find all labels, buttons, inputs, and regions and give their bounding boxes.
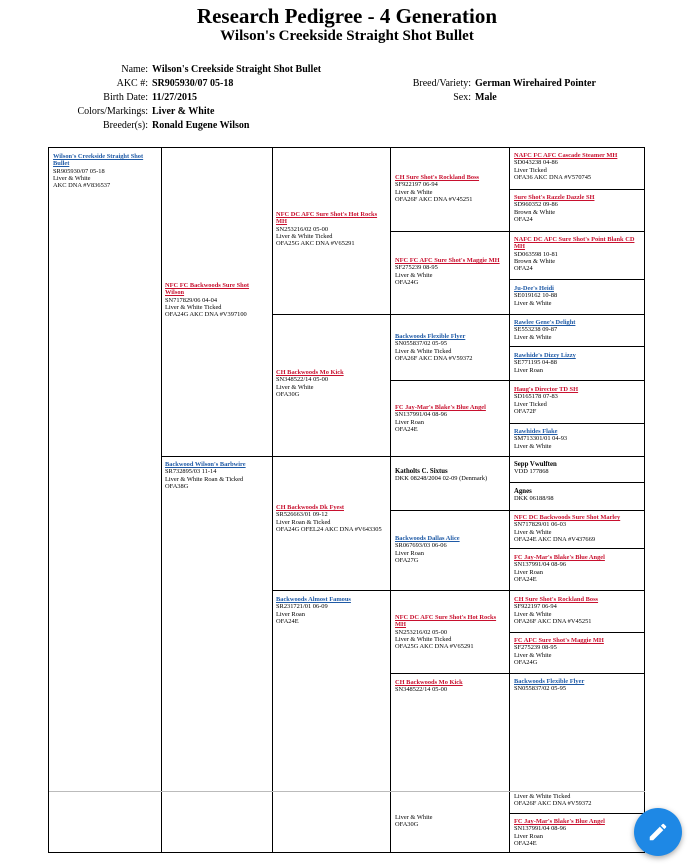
ancestor-reg: SN055837/02 05-95	[395, 340, 448, 348]
ancestor-color: Liver & White	[395, 271, 433, 279]
ancestor-name[interactable]: FC AFC Sure Shot's Maggie MH	[514, 637, 604, 644]
ancestor-dna: OFA27G	[395, 556, 419, 564]
gen5-cell[interactable]	[514, 319, 643, 341]
gen5-cell[interactable]	[514, 488, 643, 503]
ancestor-name[interactable]: Backwoods Flexible Flyer	[395, 333, 466, 340]
akc-label: AKC #:	[116, 78, 148, 89]
gen4-cell[interactable]	[395, 468, 507, 483]
sire-color: Liver & White Ticked	[165, 303, 222, 311]
ancestor-name[interactable]: NFC FC AFC Sure Shot's Maggie MH	[395, 257, 500, 264]
ancestor-name[interactable]: CH Sure Shot's Rockland Boss	[514, 596, 599, 603]
name-value: Wilson's Creekside Straight Shot Bullet	[152, 64, 322, 75]
dam-dna: OFA38G	[165, 482, 189, 490]
row-divider	[390, 673, 509, 674]
ancestor-name[interactable]: NFC DC Backwoods Sure Shot Marley	[514, 514, 621, 521]
ancestor-name[interactable]: NFC DC AFC Sure Shot's Hot Rocks MH	[276, 211, 378, 226]
sire-dna: OFA24G AKC DNA #V397100	[165, 311, 247, 319]
ancestor-name[interactable]: Sepp Vwulften	[514, 461, 557, 468]
ancestor-name[interactable]: FC Jay-Mar's Blake's Blue Angel	[395, 404, 486, 411]
ancestor-reg: SN137991/04 08-96	[514, 825, 567, 833]
row-divider	[509, 590, 645, 591]
ancestor-reg: SR526663/01 09-12	[276, 511, 328, 519]
gen5-cell[interactable]	[514, 236, 643, 272]
sex-value: Male	[475, 92, 497, 103]
gen5-cell[interactable]	[514, 554, 643, 583]
ancestor-reg: SN055837/02 05-95	[514, 685, 567, 693]
akc-value: SR905930/07 05-18	[152, 78, 234, 89]
ancestor-color: Liver & White Ticked	[276, 232, 333, 240]
ancestor-name[interactable]: Sure Shot's Razzle Dazzle SH	[514, 194, 595, 201]
ancestor-reg: VDD 177868	[514, 468, 549, 476]
ancestor-color: Liver Roan	[276, 610, 305, 618]
dam-cell[interactable]	[165, 461, 269, 490]
ancestor-name[interactable]: Backwoods Flexible Flyer	[514, 678, 585, 685]
ancestor-dna: OFA24E	[514, 575, 537, 583]
dam-reg: SR732895/03 11-14	[165, 468, 217, 476]
ancestor-dna: OFA26F AKC DNA #V45251	[514, 617, 592, 625]
row-divider	[509, 314, 645, 315]
row-divider	[509, 510, 645, 511]
ancestor-name[interactable]: NAFC DC AFC Sure Shot's Point Blank CD MH	[514, 236, 635, 251]
row-divider	[390, 231, 509, 232]
grandsire-maternal-cell[interactable]	[276, 504, 387, 533]
row-divider	[509, 632, 645, 633]
ancestor-dna: OFA24E AKC DNA #V437669	[514, 535, 596, 543]
ancestor-reg: SF275239 08-95	[514, 644, 557, 652]
row-divider	[509, 279, 645, 280]
gen5-cell-continued	[514, 793, 643, 808]
sire-reg: SN717829/06 04-04	[165, 296, 218, 304]
pencil-icon	[647, 821, 669, 843]
gen4-cell[interactable]	[395, 257, 507, 286]
row-divider	[509, 548, 645, 549]
dam-color: Liver & White Roan & Ticked	[165, 475, 244, 483]
row-divider	[509, 380, 645, 381]
ancestor-reg: SE771195 04-88	[514, 359, 557, 367]
row-divider	[509, 189, 645, 190]
ancestor-name[interactable]: Katholts C. Sixtus	[395, 468, 448, 475]
ancestor-reg: SF922197 06-94	[514, 603, 557, 611]
ancestor-name[interactable]: Rawhides Flake	[514, 428, 558, 435]
ancestor-reg: SN348522/14 05-00	[395, 686, 448, 694]
ancestor-color: Liver & White	[514, 442, 552, 450]
gen4-cell[interactable]	[395, 614, 507, 650]
gen5-cell[interactable]	[514, 194, 643, 223]
ancestor-name[interactable]: Rawlee Gene's Delight	[514, 319, 576, 326]
page-title: Research Pedigree - 4 Generation	[196, 4, 498, 28]
ancestor-color: Brown & White	[514, 257, 556, 265]
ancestor-name[interactable]: Backwoods Almost Famous	[276, 596, 351, 603]
gen5-cell[interactable]	[514, 386, 643, 415]
ancestor-reg: DKK 06188/98	[514, 495, 554, 503]
ancestor-reg: SN137991/04 08-96	[514, 561, 567, 569]
gen5-cell[interactable]	[514, 152, 643, 181]
ancestor-reg: SR231721/01 06-09	[276, 603, 328, 611]
ancestor-name[interactable]: NAFC FC AFC Cascade Steamer MH	[514, 152, 618, 159]
row-divider	[509, 423, 645, 424]
name-label: Name:	[121, 64, 148, 75]
ancestor-dna: OFA24E	[514, 839, 537, 847]
ancestor-dna: OFA25G AKC DNA #V65291	[276, 240, 355, 248]
gen5-cell[interactable]	[514, 514, 643, 543]
colors-label: Colors/Markings:	[77, 106, 148, 117]
gen5-cell[interactable]	[514, 596, 643, 625]
ancestor-color: Liver & White Ticked	[514, 793, 571, 800]
row-divider	[509, 482, 645, 483]
ancestor-color: Liver Roan	[395, 418, 424, 426]
ancestor-reg: SE553238 09-87	[514, 326, 558, 334]
row-divider	[272, 314, 390, 315]
row-divider	[49, 791, 645, 792]
gen4-cell[interactable]	[395, 679, 507, 694]
ancestor-dna: OFA24G	[395, 278, 419, 286]
ancestor-color: Liver & White	[514, 610, 552, 618]
ancestor-color: Liver Ticked	[514, 400, 547, 408]
ancestor-color: Liver & White	[276, 383, 314, 391]
ancestor-reg: SN717829/01 06-03	[514, 521, 567, 529]
ancestor-reg: SF275239 08-95	[395, 264, 438, 272]
ancestor-name[interactable]: CH Backwoods Mo Kick	[276, 369, 344, 376]
ancestor-dna: OFA26F AKC DNA #V45251	[395, 195, 473, 203]
column-divider	[272, 148, 273, 852]
ancestor-color: Liver Roan	[395, 549, 424, 557]
edit-button[interactable]	[634, 808, 682, 856]
ancestor-color: Liver Roan	[514, 832, 543, 840]
ancestor-name[interactable]: NFC DC AFC Sure Shot's Hot Rocks MH	[395, 614, 497, 629]
gen4-cell[interactable]	[395, 333, 507, 362]
ancestor-dna: OFA24	[514, 215, 533, 223]
ancestor-name[interactable]: FC Jay-Mar's Blake's Blue Angel	[514, 818, 605, 825]
row-divider	[509, 813, 645, 814]
colors-value: Liver & White	[152, 106, 215, 117]
ancestor-name[interactable]: Haug's Director TD SH	[514, 386, 579, 393]
ancestor-color: Liver & White Ticked	[395, 635, 452, 643]
subject-dna: AKC DNA #V836537	[53, 182, 111, 190]
row-divider	[390, 590, 509, 591]
granddam-paternal-cell[interactable]	[276, 369, 387, 398]
column-divider	[161, 148, 162, 852]
row-divider	[390, 510, 509, 511]
row-divider	[390, 314, 509, 315]
gen5-cell[interactable]	[514, 678, 643, 693]
ancestor-color: Liver & White Ticked	[395, 347, 452, 355]
ancestor-dna: OFA30G	[276, 390, 300, 398]
row-divider	[509, 231, 645, 232]
ancestor-color: Liver Roan & Ticked	[276, 518, 331, 526]
row-divider	[390, 380, 509, 381]
ancestor-reg: SD165178 07-83	[514, 393, 558, 401]
row-divider	[272, 590, 390, 591]
ancestor-dna: OFA24E	[395, 425, 418, 433]
gen5-cell[interactable]	[514, 818, 643, 847]
ancestor-color: Liver Ticked	[514, 166, 547, 174]
row-divider	[509, 456, 645, 457]
ancestor-name[interactable]: Backwoods Dallas Alice	[395, 535, 460, 542]
ancestor-dna: OFA24	[514, 265, 533, 273]
page-subtitle: Wilson's Creekside Straight Shot Bullet	[220, 28, 474, 44]
ancestor-dna: OFA24G OFEL24 AKC DNA #V643305	[276, 525, 382, 533]
gen5-cell[interactable]	[514, 461, 643, 476]
ancestor-name[interactable]: Rawhide's Dizzy Lizzy	[514, 352, 576, 359]
ancestor-name[interactable]: CH Sure Shot's Rockland Boss	[395, 174, 480, 181]
ancestor-color: Liver & White	[395, 188, 433, 196]
ancestor-dna: OFA72F	[514, 407, 537, 415]
gen5-cell[interactable]	[514, 352, 643, 374]
ancestor-name[interactable]: FC Jay-Mar's Blake's Blue Angel	[514, 554, 605, 561]
ancestor-reg: SN137991/04 08-96	[395, 411, 448, 419]
ancestor-dna: OFA26F AKC DNA #V59372	[395, 354, 473, 362]
subject-name[interactable]: Wilson's Creekside Straight Shot Bullet	[53, 153, 144, 168]
ancestor-dna: OFA36 AKC DNA #V570745	[514, 173, 592, 181]
breeder-label: Breeder(s):	[103, 120, 148, 131]
ancestor-reg: DKK 08248/2004 02-09 (Denmark)	[395, 475, 488, 483]
row-divider	[390, 456, 509, 457]
birth-label: Birth Date:	[103, 92, 148, 103]
gen4-cell[interactable]	[395, 535, 507, 564]
gen4-cell[interactable]	[395, 404, 507, 433]
row-divider	[272, 456, 390, 457]
ancestor-color: Liver & White	[514, 299, 552, 307]
subject-reg: SR905930/07 05-18	[53, 167, 105, 175]
ancestor-color: Brown & White	[514, 208, 556, 216]
sex-label: Sex:	[453, 92, 471, 103]
ancestor-color: Liver Roan	[514, 366, 543, 374]
dam-name[interactable]: Backwood Wilson's Barbwire	[165, 461, 246, 468]
subject-color: Liver & White	[53, 174, 91, 182]
grandsire-paternal-cell[interactable]	[276, 211, 387, 247]
ancestor-name[interactable]: CH Backwoods Dk Fyest	[276, 504, 344, 511]
column-divider	[509, 148, 510, 852]
ancestor-reg: SN253216/02 05-00	[395, 628, 448, 636]
ancestor-dna: OFA26F AKC DNA #V59372	[514, 800, 592, 808]
gen5-cell[interactable]	[514, 285, 643, 307]
breed-label: Breed/Variety:	[412, 78, 471, 89]
row-divider	[509, 346, 645, 347]
ancestor-color: Liver & White	[395, 814, 433, 821]
sire-name[interactable]: NFC FC Backwoods Sure Shot Wilson	[165, 282, 250, 297]
ancestor-reg: SN253216/02 05-00	[276, 225, 329, 233]
breeder-value: Ronald Eugene Wilson	[152, 120, 250, 131]
ancestor-reg: SE019162 10-88	[514, 292, 558, 300]
ancestor-dna: OFA24G	[514, 658, 538, 666]
ancestor-reg: SD960352 09-86	[514, 201, 558, 209]
ancestor-color: Liver & White	[514, 651, 552, 659]
sire-cell[interactable]	[165, 282, 269, 318]
ancestor-name[interactable]: Ju-Dee's Heidi	[514, 285, 554, 292]
subject-cell[interactable]	[53, 153, 157, 189]
ancestor-name[interactable]: CH Backwoods Mo Kick	[395, 679, 463, 686]
breed-value: German Wirehaired Pointer	[475, 78, 596, 89]
gen5-cell[interactable]	[514, 637, 643, 666]
ancestor-name[interactable]: Agnes	[514, 488, 532, 495]
row-divider	[509, 673, 645, 674]
gen4-cell-continued	[395, 814, 507, 829]
row-divider	[161, 456, 272, 457]
birth-value: 11/27/2015	[152, 92, 198, 103]
ancestor-reg: SD043238 04-86	[514, 159, 558, 167]
ancestor-color: Liver & White	[514, 333, 552, 341]
pedigree-chart	[48, 147, 645, 853]
ancestor-reg: SM713301/01 04-93	[514, 435, 568, 443]
ancestor-reg: SN348522/14 05-00	[276, 376, 329, 384]
ancestor-reg: SF922197 06-94	[395, 181, 438, 189]
ancestor-dna: OFA24E	[276, 617, 299, 625]
gen5-cell[interactable]	[514, 428, 643, 450]
ancestor-color: Liver & White	[514, 528, 552, 536]
column-divider	[390, 148, 391, 852]
granddam-maternal-cell[interactable]	[276, 596, 387, 625]
ancestor-dna: OFA25G AKC DNA #V65291	[395, 643, 474, 651]
ancestor-reg: SD063598 10-81	[514, 250, 558, 258]
ancestor-reg: SR067693/03 06-06	[395, 542, 447, 550]
ancestor-dna: OFA30G	[395, 821, 419, 829]
ancestor-color: Liver Roan	[514, 568, 543, 576]
gen4-cell[interactable]	[395, 174, 507, 203]
